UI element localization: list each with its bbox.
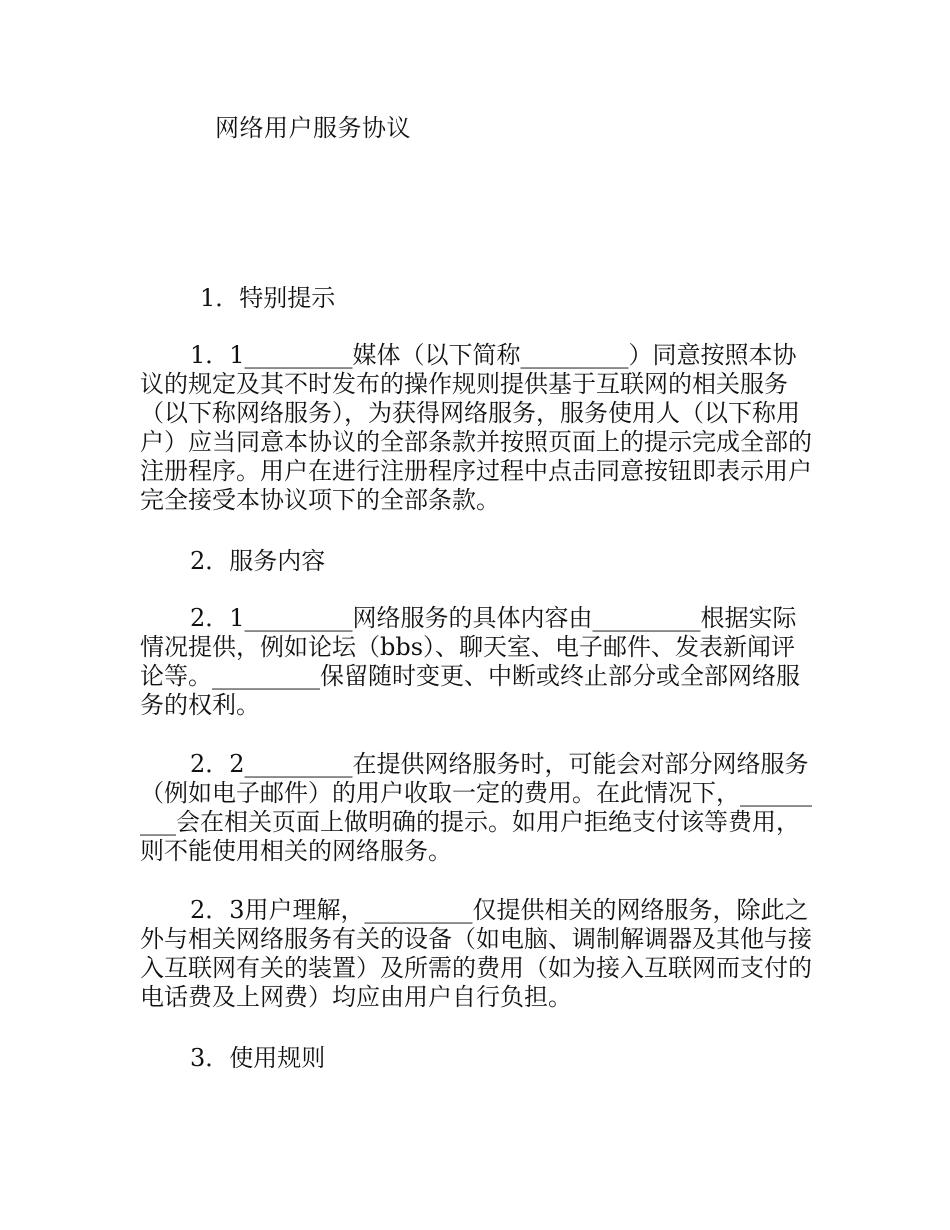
section-usage-rules: [140, 1042, 815, 1074]
section-heading: 2．服务内容: [190, 547, 326, 575]
section-special-notice: [140, 282, 815, 515]
paragraph: 2．2_________在提供网络服务时，可能会对部分网络服务（例如电子邮件）的用户收取一定的费用。在此情况下，_________会在相关页面上做明确的提示。如用户拒绝支付该等费用，则不能使用相关的网络服务。: [140, 750, 812, 865]
section-heading: 1．特别提示: [200, 284, 336, 312]
paragraph: 1．1_________媒体（以下简称_________）同意按照本协议的规定及其不时发布的操作规则提供基于互联网的相关服务（以下称网络服务），为获得网络服务，服务使用人（以下称用户）应当同意本协议的全部条款并按照页面上的提示完成全部的注册程序。用户在进行注册程序过程中点击同意按钮即表示用户完全接受本协议项下的全部条款。: [140, 341, 812, 514]
document-title: 网络用户服务协议: [215, 114, 411, 142]
paragraph: 2．1_________网络服务的具体内容由_________根据实际情况提供，例如论坛（bbs）、聊天室、电子邮件、发表新闻评论等。_________保留随时变更、中断或终止部分或全部网络服务的权利。: [140, 604, 800, 719]
section-service-content: [140, 545, 815, 1012]
document-body: [140, 282, 815, 1101]
paragraph: 2．3用户理解，_________仅提供相关的网络服务，除此之外与相关网络服务有关的设备（如电脑、调制解调器及其他与接入互联网有关的装置）及所需的费用（如为接入互联网而支付的电话费及上网费）均应由用户自行负担。: [140, 896, 812, 1011]
section-heading: 3．使用规则: [190, 1044, 326, 1072]
